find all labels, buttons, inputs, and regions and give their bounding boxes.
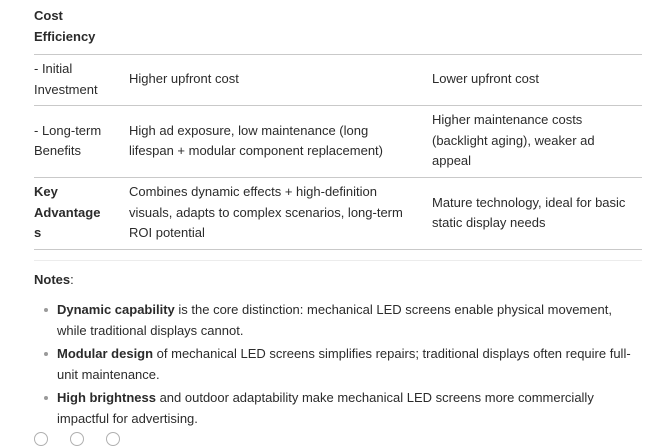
note-text: while traditional displays cannot.: [57, 322, 244, 338]
table-row: [34, 105, 642, 177]
row-label-line: Advantage: [34, 204, 101, 220]
row-label-line: Key: [34, 184, 58, 200]
cell-line: lifespan + modular component replacement): [129, 143, 384, 158]
table-row: [34, 0, 642, 54]
table-cell: Lower upfront cost: [432, 54, 642, 105]
bullet-icon: [44, 396, 48, 400]
row-label: [34, 177, 129, 249]
table-cell: [432, 105, 642, 177]
section-header-line: Efficiency: [34, 28, 96, 44]
row-label-line: - Long-term: [34, 122, 102, 138]
table-row: [34, 54, 642, 105]
like-icon[interactable]: [70, 432, 84, 446]
action-icons: [34, 432, 120, 446]
table-cell: Higher upfront cost: [129, 54, 432, 105]
cell-line: Mature technology, ideal for basic: [432, 194, 626, 210]
cell-line: visuals, adapts to complex scenarios, long-term: [129, 204, 403, 220]
bullet-icon: [44, 352, 48, 356]
copy-icon[interactable]: [34, 432, 48, 446]
note-bold: High brightness: [57, 390, 156, 405]
row-label-line: Benefits: [34, 143, 81, 158]
row-label: [34, 105, 129, 177]
cell-line: appeal: [432, 153, 472, 169]
bullet-icon: [44, 308, 48, 312]
comparison-table: [34, 0, 642, 250]
notes-list: [34, 300, 644, 432]
section-header: [34, 0, 129, 54]
notes-heading: [34, 270, 74, 290]
note-text: is the core distinction: mechanical LED screens enable physical movement,: [174, 302, 612, 317]
list-item: [34, 300, 644, 341]
table-cell: [129, 105, 432, 177]
cell-line: ROI potential: [129, 225, 205, 241]
note-text: of mechanical LED screens simplifies repairs; traditional displays often require full-: [153, 346, 631, 361]
row-label: [34, 54, 129, 105]
divider: [34, 260, 642, 261]
notes-colon: :: [70, 272, 74, 287]
note-text: and outdoor adaptability make mechanical LED screens more commercially: [155, 390, 594, 405]
list-item: [34, 344, 644, 385]
cell-line: (backlight aging), weaker ad: [432, 132, 595, 148]
table-row: [34, 177, 642, 249]
note-text: impactful for advertising.: [57, 410, 198, 426]
row-label-line: s: [34, 225, 42, 241]
row-label-line: Investment: [34, 81, 98, 97]
notes-title: Notes: [34, 272, 71, 287]
note-text: unit maintenance.: [57, 366, 160, 382]
cell-line: High ad exposure, low maintenance (long: [129, 122, 369, 138]
note-bold: Modular design: [57, 346, 154, 361]
cell-line: Combines dynamic effects + high-definition: [129, 184, 377, 200]
table-cell: [129, 177, 432, 249]
note-bold: Dynamic capability: [57, 302, 175, 317]
section-header-line: Cost: [34, 8, 63, 23]
table-cell: [432, 177, 642, 249]
row-label-line: - Initial: [34, 61, 73, 76]
cell-line: static display needs: [432, 215, 546, 230]
share-icon[interactable]: [106, 432, 120, 446]
list-item: [34, 388, 644, 429]
cell-line: Higher maintenance costs: [432, 112, 583, 128]
